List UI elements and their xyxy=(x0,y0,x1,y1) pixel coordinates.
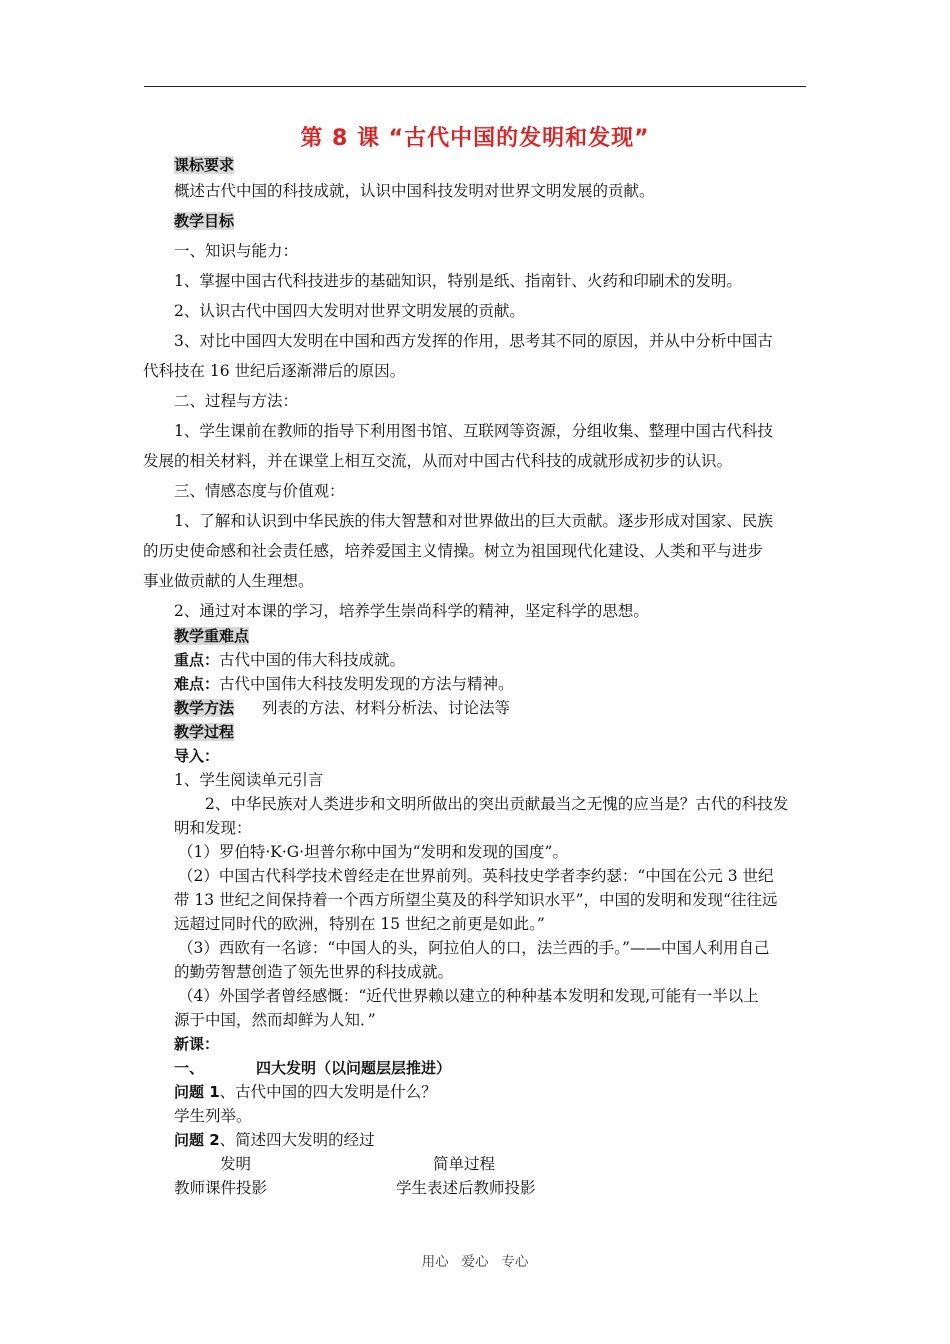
hard-label: 难点： xyxy=(174,675,220,693)
question2-text: 、简述四大发明的经过 xyxy=(219,1131,375,1149)
key-text: 古代中国的伟大科技成就。 xyxy=(219,651,406,669)
method-heading: 教学方法 xyxy=(174,699,235,717)
intro-item2-line1: 2、中华民族对人类进步和文明所做出的突出贡献最当之无愧的应当是？古代的科技发 xyxy=(205,795,789,813)
quote2-line3: 远超过同时代的欧洲，特别在 15 世纪之前更是如此。” xyxy=(174,915,545,933)
question1-text: 、古代中国的四大发明是什么？ xyxy=(219,1083,437,1101)
goal3-heading: 三、情感态度与价值观： xyxy=(174,482,345,500)
quote2-line2: 带 13 世纪之间保持着一个西方所望尘莫及的科学知识水平”，中国的发明和发现“往往远 xyxy=(174,891,778,909)
goal1-heading: 一、知识与能力： xyxy=(174,242,299,260)
goal2-item1-line1: 1、学生课前在教师的指导下利用图书馆、互联网等资源，分组收集、整理中国古代科技 xyxy=(174,422,773,440)
key-label: 重点： xyxy=(174,651,220,669)
goal2-item1-line2: 发展的相关材料，并在课堂上相互交流，从而对中国古代科技的成就形成初步的认识。 xyxy=(143,452,733,470)
method-text: 列表的方法、材料分析法、讨论法等 xyxy=(262,699,511,717)
quote3-line1: （3）西欧有一名谚：“中国人的头，阿拉伯人的口，法兰西的手。”——中国人利用自己 xyxy=(178,939,770,957)
curriculum-text: 概述古代中国的科技成就，认识中国科技发明对世界文明发展的贡献。 xyxy=(174,182,655,200)
quote2-line1: （2）中国古代科学技术曾经走在世界前列。英科技史学者李约瑟：“中国在公元 3 世纪 xyxy=(178,867,774,885)
question2-label: 问题 2 xyxy=(174,1131,220,1149)
goal3-item2: 2、通过对本课的学习，培养学生崇尚科学的精神，坚定科学的思想。 xyxy=(174,602,649,620)
quote4-line2: 源于中国，然而却鲜为人知．” xyxy=(174,1011,376,1029)
question1-label: 问题 1 xyxy=(174,1083,220,1101)
document-body xyxy=(143,152,808,1200)
intro-item2-line2: 明和发现： xyxy=(174,819,252,837)
goal1-item3-line2: 代科技在 16 世纪后逐渐滞后的原因。 xyxy=(143,362,406,380)
question1-answer: 学生列举。 xyxy=(174,1107,252,1125)
goal1-item2: 2、认识古代中国四大发明对世界文明发展的贡献。 xyxy=(174,302,525,320)
hard-text: 古代中国伟大科技发明发现的方法与精神。 xyxy=(219,675,514,693)
header-rule xyxy=(144,86,806,87)
quote4-line1: （4）外国学者曾经感慨：“近代世界赖以建立的种种基本发明和发现,可能有一半以上 xyxy=(178,987,759,1005)
curriculum-heading: 课标要求 xyxy=(174,156,235,174)
page-title: 第 8 课 “古代中国的发明和发现” xyxy=(300,126,650,151)
page-footer: 用心 爱心 专心 xyxy=(421,1254,529,1270)
goal2-heading: 二、过程与方法： xyxy=(174,392,299,410)
goal3-item1-line1: 1、了解和认识到中华民族的伟大智慧和对世界做出的巨大贡献。逐步形成对国家、民族 xyxy=(174,512,773,530)
table-cell-student: 学生表述后教师投影 xyxy=(396,1179,536,1197)
goal1-item3-line1: 3、对比中国四大发明在中国和西方发挥的作用，思考其不同的原因，并从中分析中国古 xyxy=(174,332,773,350)
goal3-item1-line3: 事业做贡献的人生理想。 xyxy=(143,572,314,590)
table-header-process: 简单过程 xyxy=(433,1155,496,1173)
goals-heading: 教学目标 xyxy=(174,212,235,230)
process-heading: 教学过程 xyxy=(174,723,235,741)
new-lesson-label: 新课： xyxy=(174,1035,220,1053)
goal3-item1-line2: 的历史使命感和社会责任感，培养爱国主义情操。树立为祖国现代化建设、人类和平与进步 xyxy=(143,542,764,560)
intro-label: 导入： xyxy=(174,747,220,765)
part1-number: 一、 xyxy=(174,1059,205,1077)
goal1-item1: 1、掌握中国古代科技进步的基础知识，特别是纸、指南针、火药和印刷术的发明。 xyxy=(174,272,742,290)
table-header-invention: 发明 xyxy=(220,1155,252,1173)
table-cell-teacher: 教师课件投影 xyxy=(174,1179,268,1197)
quote3-line2: 的勤劳智慧创造了领先世界的科技成就。 xyxy=(174,963,454,981)
quote1: （1）罗伯特·K·G·坦普尔称中国为“发明和发现的国度”。 xyxy=(178,843,568,861)
difficulty-heading: 教学重难点 xyxy=(174,627,250,645)
part1-title: 四大发明（以问题层层推进） xyxy=(256,1059,452,1077)
intro-item1: 1、学生阅读单元引言 xyxy=(174,771,324,789)
